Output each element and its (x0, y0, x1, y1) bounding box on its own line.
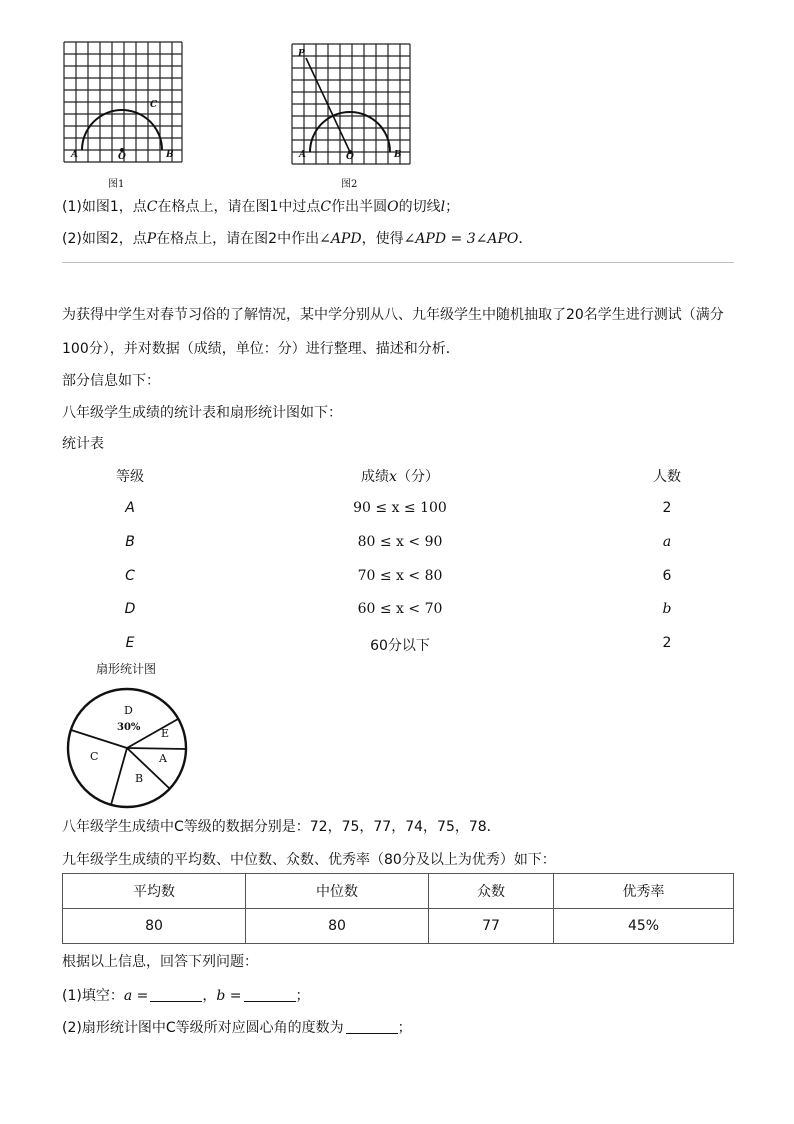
score-unit: （分） (396, 469, 439, 485)
stat-row-range: 80 ≤ x < 90 (357, 534, 443, 550)
stat-row-range: 90 ≤ x ≤ 100 (353, 500, 447, 516)
header-mean: 平均数 (63, 874, 246, 909)
score-label: 成绩 (361, 469, 390, 485)
problem1-q1 (62, 196, 459, 216)
fig1-label-o: O (118, 152, 126, 162)
partial-info: 部分信息如下： (62, 373, 160, 389)
fig2-label-a: A (299, 150, 306, 160)
answer-blank-b[interactable] (244, 989, 296, 1002)
stat-row-level: E (125, 635, 135, 651)
grade9-heading: 九年级学生成绩的平均数、中位数、众数、优秀率（80分及以上为优秀）如下： (62, 852, 556, 868)
point-c: C (146, 199, 158, 215)
stat-row-level: A (125, 500, 135, 516)
fig1-label-a: A (71, 150, 78, 160)
q2-prefix: (2)如图2，点 (62, 231, 147, 247)
value-median: 80 (246, 909, 429, 944)
b-equals: b = (216, 988, 242, 1004)
fig2-label-b: B (394, 150, 402, 160)
stat-row-level: B (125, 534, 135, 550)
section-divider (62, 262, 734, 263)
stat-row-count: a (662, 534, 672, 550)
q1-mid3: 的切线 (398, 199, 441, 215)
problem2-q2 (62, 1017, 412, 1037)
value-mean: 80 (63, 909, 246, 944)
q2-text: (2)扇形统计图中C等级所对应圆心角的度数为 (62, 1020, 344, 1036)
point-p: P (146, 231, 157, 247)
point-c: C (320, 199, 332, 215)
grade8-heading: 八年级学生成绩的统计表和扇形统计图如下： (62, 405, 342, 421)
stat-row-level: C (125, 568, 135, 584)
stat-row-range: 70 ≤ x < 80 (357, 568, 443, 584)
pie-label-c: C (90, 750, 99, 763)
pie-title: 扇形统计图 (96, 662, 157, 676)
answer-blank-angle[interactable] (346, 1021, 398, 1034)
semicircle-arc (82, 110, 162, 150)
q1-mid2: 作出半圆 (331, 199, 388, 215)
a-equals: a = (123, 988, 149, 1004)
intro-line-2: 100分），并对数据（成绩，单位：分）进行整理、描述和分析． (62, 341, 460, 357)
pie-label-b: B (135, 772, 144, 785)
pie-label-d: D (124, 704, 133, 717)
q1-mid1: 在格点上，请在图1中过点 (157, 199, 321, 215)
q2-end: ； (397, 1020, 412, 1036)
angle-apd: ∠APD (319, 231, 362, 247)
stat-table-title: 统计表 (62, 436, 104, 452)
score-variable: x (389, 469, 397, 485)
stat-row-count: 2 (662, 635, 672, 651)
stat-header-count: 人数 (653, 469, 681, 485)
q1-end: ； (445, 199, 460, 215)
figure-1-grid (62, 40, 184, 164)
stat-row-level: D (124, 601, 136, 617)
separator: ， (202, 988, 217, 1004)
q1-end: ； (295, 988, 310, 1004)
fig1-label-c: C (150, 100, 158, 110)
value-excellent-rate: 45% (554, 909, 734, 944)
stat-row-range: 60分以下 (370, 638, 430, 654)
line-l: l (440, 199, 446, 215)
grade9-table (62, 873, 734, 944)
fig2-label-p: P (298, 49, 305, 59)
header-excellent-rate: 优秀率 (554, 874, 734, 909)
stat-row-count: 2 (662, 500, 672, 516)
stat-header-level: 等级 (116, 469, 144, 485)
pie-label-a: A (159, 752, 167, 765)
pie-chart (64, 686, 190, 810)
table-header-row (63, 874, 734, 909)
c-level-data: 八年级学生成绩中C等级的数据分别是：72，75，77，74，75，78． (62, 819, 501, 835)
answer-blank-a[interactable] (150, 989, 202, 1002)
angle-equation: ∠APD = 3∠APO (403, 231, 519, 247)
answer-prompt: 根据以上信息，回答下列问题： (62, 954, 258, 970)
figure-1-caption: 图1 (108, 179, 125, 190)
value-mode: 77 (429, 909, 554, 944)
problem2-q1 (62, 985, 310, 1005)
stat-header-score (300, 466, 500, 486)
pie-label-d-percent: 30% (117, 722, 141, 733)
figure-2-caption: 图2 (341, 179, 358, 190)
q1-prefix: (1)如图1，点 (62, 199, 147, 215)
q2-mid2: ，使得 (361, 231, 404, 247)
stat-row-range: 60 ≤ x < 70 (357, 601, 443, 617)
semicircle-arc (310, 112, 390, 152)
stat-row-count: b (662, 601, 672, 617)
intro-line-1: 为获得中学生对春节习俗的了解情况，某中学分别从八、九年级学生中随机抽取了20名学生进行测试（满分 (62, 307, 724, 323)
figure-2-grid (290, 42, 412, 166)
header-median: 中位数 (246, 874, 429, 909)
pie-divider (127, 748, 186, 749)
fig2-label-o: O (346, 152, 354, 162)
fig1-label-b: B (166, 150, 174, 160)
problem1-q2 (62, 228, 532, 248)
pie-divider (111, 748, 127, 805)
q1-prefix: (1)填空： (62, 988, 124, 1004)
table-row (63, 909, 734, 944)
point-o: O (387, 199, 399, 215)
q2-mid1: 在格点上，请在图2中作出 (156, 231, 320, 247)
header-mode: 众数 (429, 874, 554, 909)
stat-row-count: 6 (662, 568, 672, 584)
q2-end: ． (518, 231, 533, 247)
pie-label-e: E (161, 727, 170, 740)
